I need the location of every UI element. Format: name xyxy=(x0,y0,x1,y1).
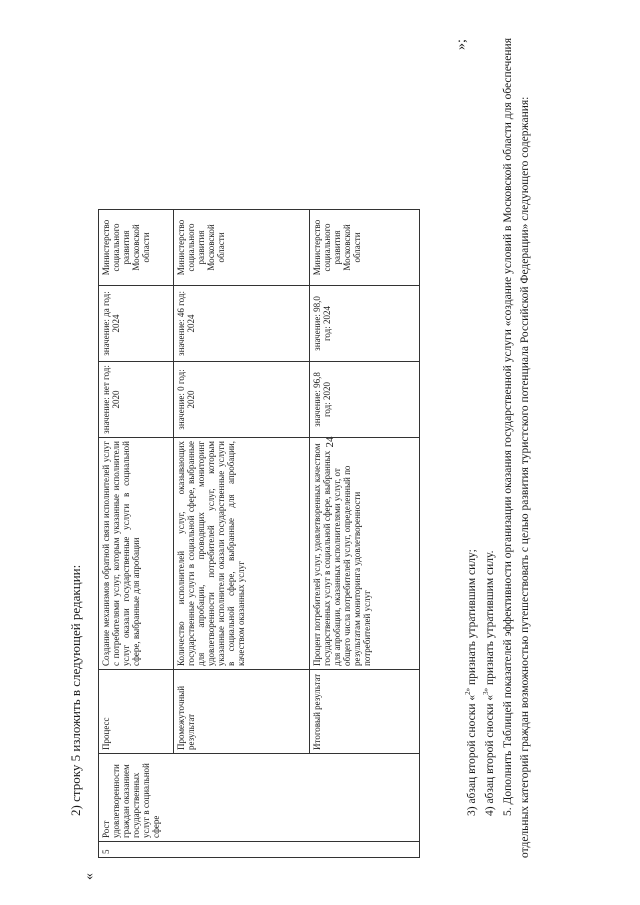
rotated-page-content xyxy=(68,28,548,880)
quote-open: « xyxy=(82,873,97,880)
goal-cell: Рост удовлетворенности граждан оказанием государственных услуг в социальной сфере xyxy=(99,754,420,842)
type-cell: Промежуточный результат xyxy=(174,670,310,754)
responsible-cell: Министерство социального развития Московской области xyxy=(174,210,310,286)
responsible-cell: Министерство социального развития Московской области xyxy=(310,210,420,286)
page-number: 24 xyxy=(324,436,336,448)
item-3: 3) абзац второй сноски «$^{2»}$ признать утратившим силу; xyxy=(464,549,478,816)
indicators-table xyxy=(98,209,420,858)
item-5: 5. Дополнить Таблицей показателей эффективности организации оказания государственной услуги «создание условий в Московской области для обеспечения отдельных категорий граждан возможностью путешествовать с целью развития туристского потенциала Российской Федерации» следующего содержания: xyxy=(502,38,532,858)
responsible-cell: Министерство социального развития Московской области xyxy=(99,210,174,286)
row-number-cell: 5 xyxy=(99,842,420,858)
baseline-cell: значение: нет год: 2020 xyxy=(99,362,174,438)
type-cell: Процесс xyxy=(99,670,174,754)
description-cell: Количество исполнителей услуг, оказывающих государственные услуги в социальной сфере, выбранные для апробации, проводящих мониторинг удовлетворенности потребителей услуг, которым указанные исполнители оказали государственные услуги в социальной сфере, выбранные для апробации, качеством оказанных услуг xyxy=(174,438,310,670)
type-cell: Итоговый результат xyxy=(310,670,420,754)
table-row xyxy=(99,210,174,858)
target-cell: значение: 46 год: 2024 xyxy=(174,286,310,362)
intro-text: 2) строку 5 изложить в следующей редакции: xyxy=(68,564,83,816)
target-cell: значение: 98,0 год: 2024 xyxy=(310,286,420,362)
description-cell: Создание механизмов обратной связи исполнителей услуг с потребителями услуг, которым указанные исполнители услуг оказали государственные услуги в социальной сфере, выбранные для апробации xyxy=(99,438,174,670)
baseline-cell: значение: 0 год: 2020 xyxy=(174,362,310,438)
quote-close: »; xyxy=(454,39,469,50)
baseline-cell: значение: 96,8 год: 2020 xyxy=(310,362,420,438)
item-4: 4) абзац второй сноски «$^{3»}$ признать утратившим силу. xyxy=(482,550,496,816)
target-cell: значение: да год: 2024 xyxy=(99,286,174,362)
description-cell: Процент потребителей услуг, удовлетворенных качеством государственных услуг в социальной сфере, выбранных для апробации, оказанных исполнителями услуг, от общего числа потребителей услуг, определенный по результатам мониторинга удовлетворенности потребителей услуг xyxy=(310,438,420,670)
